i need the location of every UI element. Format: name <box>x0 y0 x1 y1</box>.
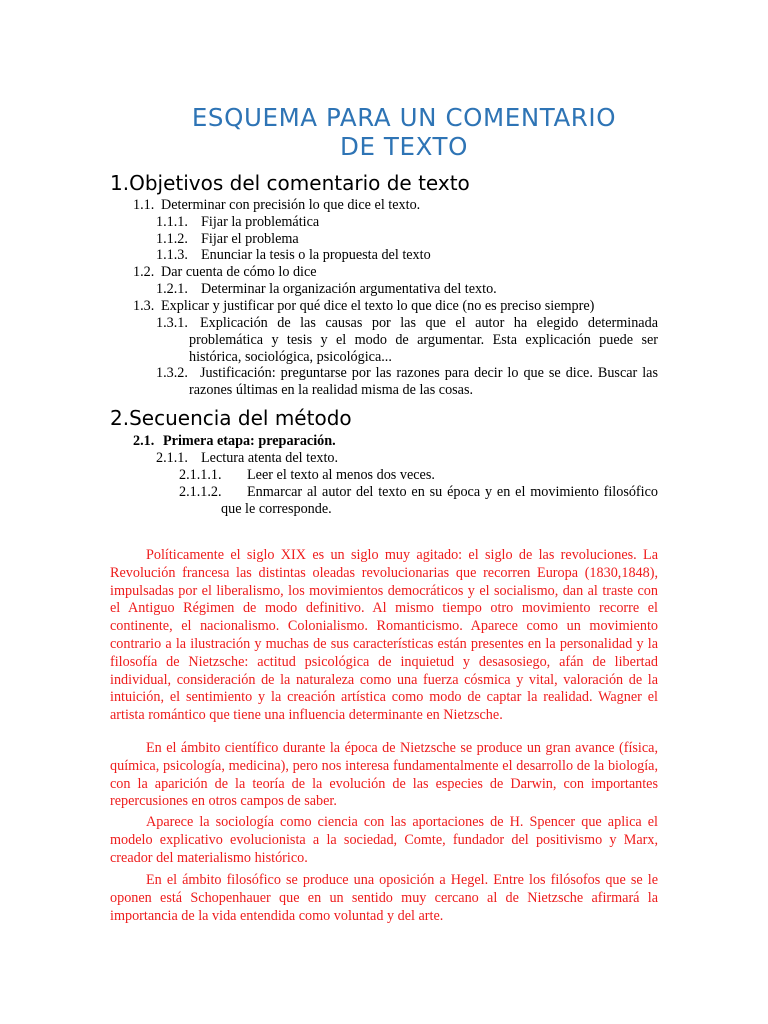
outline-text: Justificación: preguntarse por las razones para decir lo que se dice. Buscar las razones últimas en la realidad misma de las cosas. <box>189 365 658 398</box>
body-paragraph: Aparece la sociología como ciencia con las aportaciones de H. Spencer que aplica el modelo explicativo evolucionista a la sociedad, Comte, fundador del positivismo y Marx, creador del materialismo histórico. <box>110 814 658 866</box>
outline-number: 2.1.1.1. <box>179 467 222 483</box>
section-2-title: Secuencia del método <box>129 406 352 430</box>
outline-number: 1.2.1. <box>156 281 188 297</box>
outline-item <box>156 231 299 248</box>
outline-item <box>133 197 420 214</box>
section-2-number: 2. <box>110 406 130 430</box>
outline-item <box>156 281 497 298</box>
outline-text: Fijar la problemática <box>201 214 320 230</box>
outline-text: Leer el texto al menos dos veces. <box>247 467 435 483</box>
outline-text: Determinar la organización argumentativa del texto. <box>201 281 497 297</box>
title-line-2: DE TEXTO <box>340 132 468 161</box>
outline-number: 1.1. <box>133 197 155 213</box>
outline-number: 2.1. <box>133 433 155 449</box>
outline-number: 1.3. <box>133 298 155 314</box>
outline-number: 1.1.3. <box>156 247 188 263</box>
section-1-heading <box>110 171 470 195</box>
section-1-number: 1. <box>110 171 130 195</box>
section-1-title: Objetivos del comentario de texto <box>129 171 470 195</box>
outline-item <box>133 298 594 315</box>
outline-text: Explicación de las causas por las que el autor ha elegido determinada problemática y tesis y el modo de argumentar. Esta explicación puede ser histórica, sociológica, psicológica... <box>189 315 658 365</box>
outline-number: 1.3.2. <box>156 365 188 381</box>
outline-number: 2.1.1. <box>156 450 188 466</box>
outline-item <box>179 467 435 484</box>
document-title <box>110 103 698 161</box>
body-paragraph: En el ámbito filosófico se produce una oposición a Hegel. Entre los filósofos que se le oponen está Schopenhauer que en un sentido muy cercano al de Nietzsche afirmará la importancia de la vida entendida como voluntad y del arte. <box>110 872 658 924</box>
body-paragraph: Políticamente el siglo XIX es un siglo muy agitado: el siglo de las revoluciones. La Revolución francesa las distintas oleadas revolucionarias que recorren Europa (1830,1848), impulsadas por el liberalismo, los movimientos democráticos y el socialismo, dan al traste con el Antiguo Régimen de modo definitivo. Al mismo tiempo otro movimiento recorre el continente, el nacionalismo. Colonialismo. Romanticismo. Aparece como un movimiento contrario a la ilustración y muchas de sus características están presentes en la personalidad y la filosofía de Nietzsche: actitud psicológica de inquietud y desasosiego, afán de libertad individual, consideración de la naturaleza como una fuerza cósmica y vital, valoración de la intuición, el sentimiento y la creación artística como modo de captar la realidad. Wagner el artista romántico que tiene una influencia determinante en Nietzsche. <box>110 547 658 724</box>
outline-text: Explicar y justificar por qué dice el texto lo que dice (no es preciso siempre) <box>161 298 595 314</box>
outline-item <box>156 214 319 231</box>
section-2-heading <box>110 406 352 430</box>
outline-text: Enmarcar al autor del texto en su época y en el movimiento filosófico que le corresponde. <box>221 484 658 517</box>
outline-item <box>133 264 317 281</box>
outline-text: Dar cuenta de cómo lo dice <box>161 264 317 280</box>
outline-number: 2.1.1.2. <box>179 484 222 500</box>
outline-item <box>133 433 336 450</box>
title-line-1: ESQUEMA PARA UN COMENTARIO <box>191 103 617 132</box>
outline-number: 1.2. <box>133 264 155 280</box>
outline-text: Enunciar la tesis o la propuesta del texto <box>201 247 431 263</box>
outline-text: Lectura atenta del texto. <box>201 450 339 466</box>
outline-number: 1.3.1. <box>156 315 188 331</box>
outline-item <box>156 247 431 264</box>
outline-text: Fijar el problema <box>201 231 299 247</box>
outline-number: 1.1.2. <box>156 231 188 247</box>
outline-item <box>156 450 338 467</box>
outline-text: Primera etapa: preparación. <box>163 433 336 449</box>
body-paragraph: En el ámbito científico durante la época de Nietzsche se produce un gran avance (física, química, psicología, medicina), pero nos interesa fundamentalmente el desarrollo de la biología, con la aparición de la teoría de la evolución de las especies de Darwin, con importantes repercusiones en otros campos de saber. <box>110 740 658 810</box>
outline-text: Determinar con precisión lo que dice el texto. <box>161 197 421 213</box>
outline-number: 1.1.1. <box>156 214 188 230</box>
